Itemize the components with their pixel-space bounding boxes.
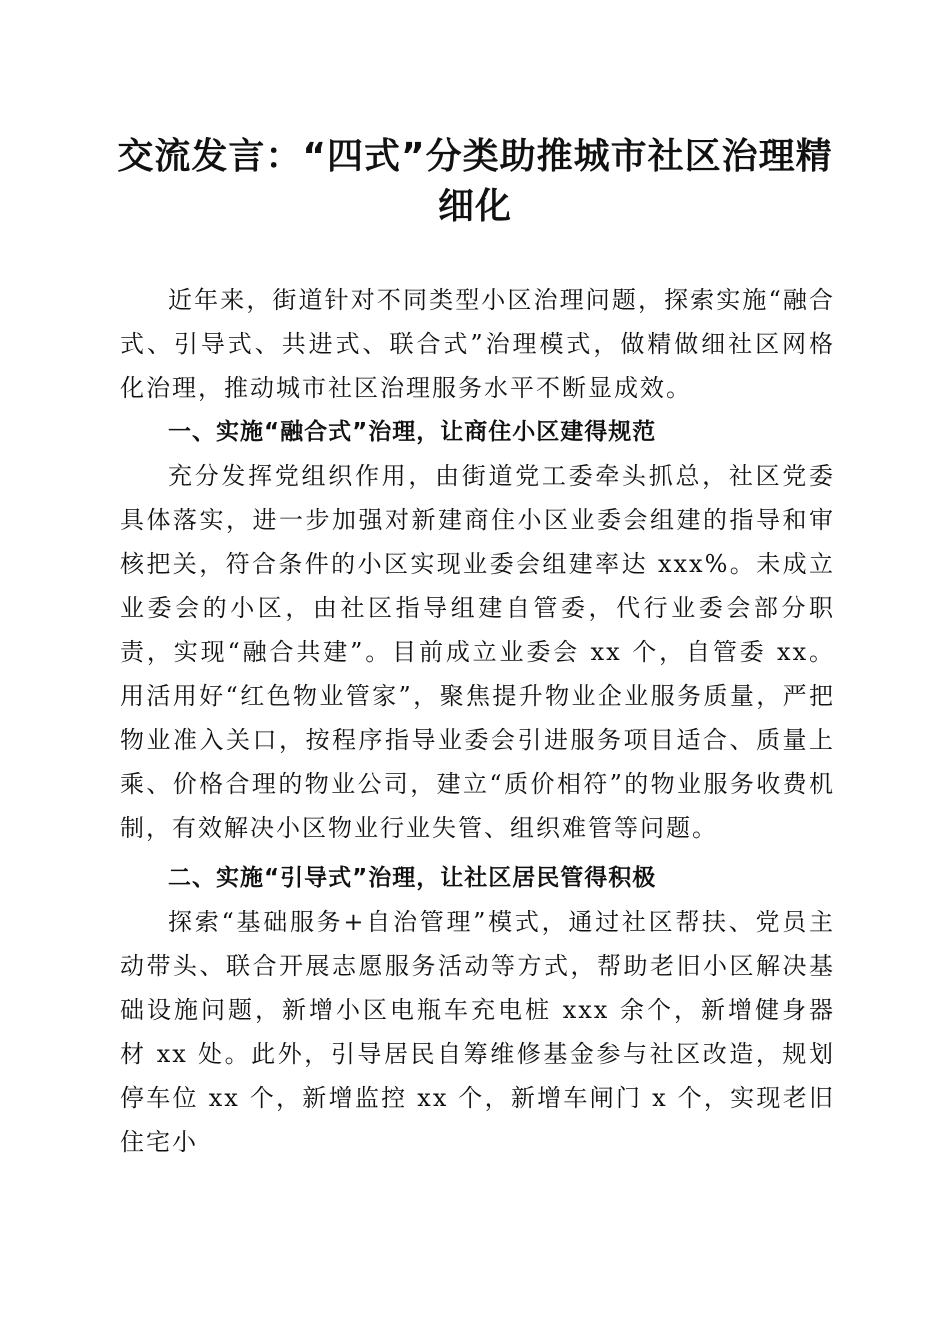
- section-1-paragraph: 充分发挥党组织作用，由街道党工委牵头抓总，社区党委具体落实，进一步加强对新建商住小区业委会组建的指导和审核把关，符合条件的小区实现业委会组建率达 xxx%。未成立业委会的小区，由社区指导组建自管委，代行业委会部分职责，实现“融合共建”。目前成立业委会 xx 个，自管委 xx。用活用好“红色物业管家”，聚焦提升物业企业服务质量，严把物业准入关口，按程序指导业委会引进服务项目适合、质量上乘、价格合理的物业公司，建立“质价相符”的物业服务收费机制，有效解决小区物业行业失管、组织难管等问题。: [120, 462, 835, 842]
- section-2-heading: 二、实施“引导式”治理，让社区居民管得积极: [168, 865, 657, 891]
- document-title: 交流发言：“四式”分类助推城市社区治理精细化: [117, 136, 833, 227]
- section-2-paragraph: 探索“基础服务+自治管理”模式，通过社区帮扶、党员主动带头、联合开展志愿服务活动等方式，帮助老旧小区解决基础设施问题，新增小区电瓶车充电桩 xxx 余个，新增健身器材 xx 处。此外，引导居民自筹维修基金参与社区改造，规划停车位 xx 个，新增监控 xx 个，新增车闸门 x 个，实现老旧住宅小: [120, 908, 835, 1156]
- document-body: [120, 278, 835, 1164]
- section-1-heading: 一、实施“融合式”治理，让商住小区建得规范: [168, 419, 657, 445]
- intro-paragraph: 近年来，街道针对不同类型小区治理问题，探索实施“融合式、引导式、共进式、联合式”治理模式，做精做细社区网格化治理，推动城市社区治理服务水平不断显成效。: [120, 286, 835, 402]
